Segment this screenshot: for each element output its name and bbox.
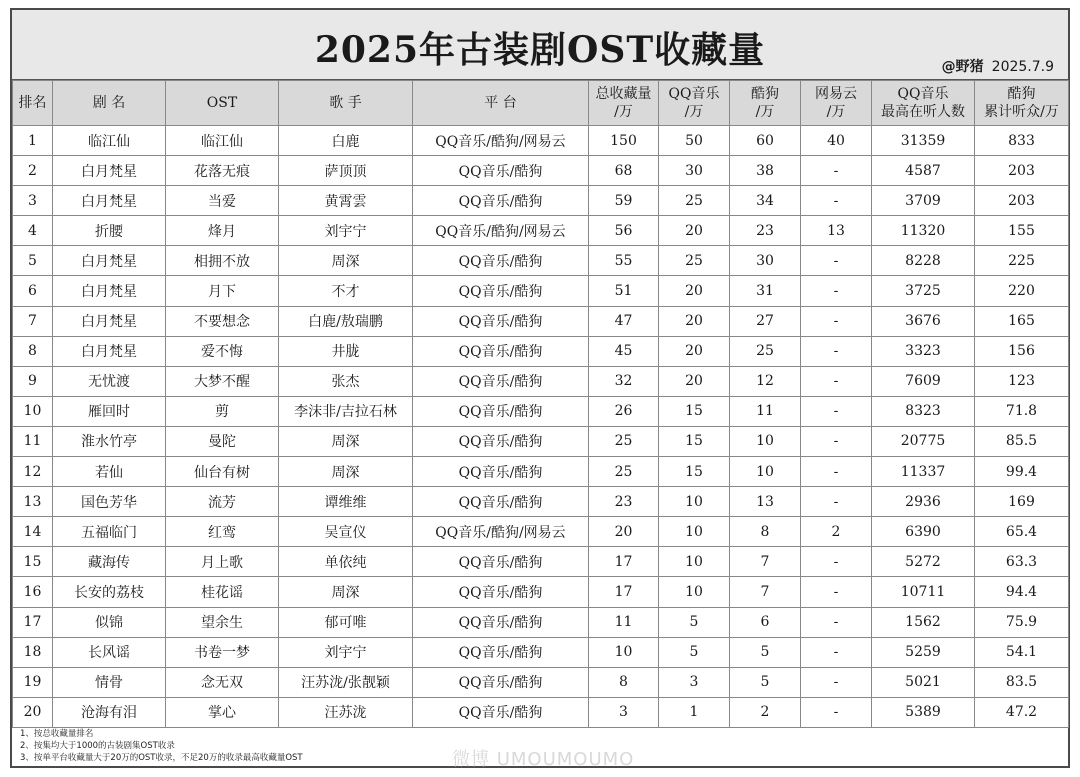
table-cell: 5021 — [872, 667, 975, 697]
table-cell: 8 — [13, 336, 53, 366]
column-header-sublabel: /万 — [826, 104, 846, 120]
title-bar — [12, 10, 1068, 80]
table-cell: 烽月 — [166, 216, 279, 246]
table-cell: 10 — [13, 396, 53, 426]
table-cell: 14 — [13, 517, 53, 547]
table-cell: 10 — [659, 517, 730, 547]
column-header — [53, 81, 166, 126]
column-header-label: OST — [206, 95, 238, 111]
table-cell: 23 — [730, 216, 801, 246]
table-cell: 156 — [975, 336, 1069, 366]
table-cell: 长风谣 — [53, 637, 166, 667]
table-cell: QQ音乐/酷狗 — [413, 547, 589, 577]
table-cell: 30 — [659, 156, 730, 186]
table-cell: 12 — [730, 366, 801, 396]
table-cell: 68 — [589, 156, 659, 186]
table-cell: 75.9 — [975, 607, 1069, 637]
table-cell: QQ音乐/酷狗/网易云 — [413, 216, 589, 246]
table-cell: 47 — [589, 306, 659, 336]
table-row — [13, 276, 1069, 306]
author-name: @野猪 — [941, 59, 984, 75]
table-cell: 临江仙 — [166, 126, 279, 156]
table-cell: 5389 — [872, 697, 975, 727]
table-cell: 203 — [975, 156, 1069, 186]
table-cell: 不才 — [279, 276, 413, 306]
table-cell: 10 — [730, 457, 801, 487]
footnote: 3、按单平台收藏量大于20万的OST收录，不足20万的收录最高收藏量OST — [20, 753, 303, 763]
table-cell: 当爱 — [166, 186, 279, 216]
table-cell: 8323 — [872, 396, 975, 426]
column-header — [279, 81, 413, 126]
table-cell: 折腰 — [53, 216, 166, 246]
table-row — [13, 216, 1069, 246]
table-cell: - — [801, 366, 872, 396]
table-cell: 169 — [975, 487, 1069, 517]
table-cell: 38 — [730, 156, 801, 186]
table-cell: 谭维维 — [279, 487, 413, 517]
column-header-label: 剧 名 — [92, 95, 126, 111]
table-cell: QQ音乐/酷狗 — [413, 306, 589, 336]
table-cell: - — [801, 186, 872, 216]
table-cell: 10 — [659, 577, 730, 607]
table-cell: 15 — [659, 457, 730, 487]
table-cell: 20 — [659, 336, 730, 366]
table-cell: 6 — [13, 276, 53, 306]
table-cell: QQ音乐/酷狗 — [413, 607, 589, 637]
table-row — [13, 547, 1069, 577]
table-cell: 7609 — [872, 366, 975, 396]
table-cell: 13 — [730, 487, 801, 517]
table-cell: 20 — [659, 366, 730, 396]
table-cell: 相拥不放 — [166, 246, 279, 276]
table-cell: 3 — [659, 667, 730, 697]
table-cell: 单依纯 — [279, 547, 413, 577]
table-cell: 白月梵星 — [53, 186, 166, 216]
table-cell: 1 — [659, 697, 730, 727]
table-cell: 19 — [13, 667, 53, 697]
table-cell: 65.4 — [975, 517, 1069, 547]
table-cell: 2 — [730, 697, 801, 727]
table-cell: 白月梵星 — [53, 156, 166, 186]
table-cell: 10 — [659, 547, 730, 577]
table-row — [13, 426, 1069, 456]
table-cell: 20 — [13, 697, 53, 727]
table-cell: 99.4 — [975, 457, 1069, 487]
table-cell: 4587 — [872, 156, 975, 186]
table-cell: 220 — [975, 276, 1069, 306]
table-cell: 27 — [730, 306, 801, 336]
table-cell: 47.2 — [975, 697, 1069, 727]
table-cell: 白月梵星 — [53, 306, 166, 336]
table-cell: 13 — [13, 487, 53, 517]
table-cell: 6 — [730, 607, 801, 637]
table-cell: 20 — [589, 517, 659, 547]
table-cell: 无忧渡 — [53, 366, 166, 396]
table-row — [13, 126, 1069, 156]
table-cell: 8 — [589, 667, 659, 697]
table-cell: 20 — [659, 216, 730, 246]
column-header — [413, 81, 589, 126]
table-cell: 雁回时 — [53, 396, 166, 426]
table-cell: - — [801, 577, 872, 607]
table-row — [13, 306, 1069, 336]
table-cell: 2936 — [872, 487, 975, 517]
column-header — [13, 81, 53, 126]
table-cell: 11 — [13, 426, 53, 456]
table-row — [13, 697, 1069, 727]
table-cell: 5272 — [872, 547, 975, 577]
table-cell: 白月梵星 — [53, 276, 166, 306]
table-cell: 3676 — [872, 306, 975, 336]
table-cell: 长安的荔枝 — [53, 577, 166, 607]
table-cell: 25 — [730, 336, 801, 366]
table-cell: 55 — [589, 246, 659, 276]
column-header — [872, 81, 975, 126]
column-header-label: 平 台 — [484, 95, 517, 111]
column-header — [975, 81, 1069, 126]
column-header-sublabel: /万 — [755, 104, 775, 120]
column-header-sublabel: 累计听众/万 — [984, 104, 1059, 120]
table-cell: 17 — [589, 547, 659, 577]
column-header — [659, 81, 730, 126]
table-cell: 203 — [975, 186, 1069, 216]
table-row — [13, 396, 1069, 426]
table-cell: QQ音乐/酷狗 — [413, 637, 589, 667]
table-cell: 11320 — [872, 216, 975, 246]
table-cell: 9 — [13, 366, 53, 396]
table-cell: 流芳 — [166, 487, 279, 517]
table-cell: 150 — [589, 126, 659, 156]
table-row — [13, 336, 1069, 366]
table-cell: QQ音乐/酷狗/网易云 — [413, 517, 589, 547]
table-row — [13, 577, 1069, 607]
table-cell: 56 — [589, 216, 659, 246]
column-header-sublabel: 最高在听人数 — [881, 104, 965, 120]
table-row — [13, 637, 1069, 667]
column-header-label: 网易云 — [815, 86, 857, 102]
table-cell: 花落无痕 — [166, 156, 279, 186]
table-cell: 25 — [589, 457, 659, 487]
table-cell: 17 — [589, 577, 659, 607]
table-cell: QQ音乐/酷狗 — [413, 276, 589, 306]
table-cell: 3725 — [872, 276, 975, 306]
table-cell: 155 — [975, 216, 1069, 246]
table-cell: 25 — [659, 246, 730, 276]
table-cell: 2 — [13, 156, 53, 186]
table-cell: 10711 — [872, 577, 975, 607]
table-cell: 3 — [13, 186, 53, 216]
table-row — [13, 457, 1069, 487]
table-row — [13, 487, 1069, 517]
table-cell: QQ音乐/酷狗 — [413, 577, 589, 607]
table-cell: 若仙 — [53, 457, 166, 487]
table-cell: QQ音乐/酷狗 — [413, 246, 589, 276]
table-cell: 32 — [589, 366, 659, 396]
table-cell: 1562 — [872, 607, 975, 637]
table-cell: 31 — [730, 276, 801, 306]
table-cell: 13 — [801, 216, 872, 246]
table-cell: - — [801, 667, 872, 697]
table-cell: 桂花谣 — [166, 577, 279, 607]
table-cell: 沧海有泪 — [53, 697, 166, 727]
table-cell: QQ音乐/酷狗 — [413, 487, 589, 517]
table-cell: - — [801, 457, 872, 487]
table-cell: 11 — [589, 607, 659, 637]
table-cell: 20 — [659, 306, 730, 336]
date-label: 2025.7.9 — [991, 59, 1054, 75]
table-cell: 5 — [659, 637, 730, 667]
column-header — [166, 81, 279, 126]
table-cell: 周深 — [279, 457, 413, 487]
table-cell: QQ音乐/酷狗 — [413, 336, 589, 366]
table-cell: 3 — [589, 697, 659, 727]
table-cell: 国色芳华 — [53, 487, 166, 517]
table-cell: 书卷一梦 — [166, 637, 279, 667]
column-header-label: 酷狗 — [751, 86, 779, 102]
table-cell: QQ音乐/酷狗 — [413, 667, 589, 697]
table-cell: - — [801, 156, 872, 186]
table-cell: 月下 — [166, 276, 279, 306]
table-cell: 8228 — [872, 246, 975, 276]
table-cell: 萨顶顶 — [279, 156, 413, 186]
column-header-label: QQ音乐 — [668, 86, 720, 102]
table-cell: 郁可唯 — [279, 607, 413, 637]
author-signature — [942, 56, 1054, 76]
column-header-sublabel: /万 — [614, 104, 633, 120]
table-cell: 50 — [659, 126, 730, 156]
table-cell: 16 — [13, 577, 53, 607]
table-cell: - — [801, 336, 872, 366]
table-cell: QQ音乐/酷狗 — [413, 366, 589, 396]
footnotes — [20, 728, 303, 764]
table-cell: 仙台有树 — [166, 457, 279, 487]
table-cell: 31359 — [872, 126, 975, 156]
table-cell: 3323 — [872, 336, 975, 366]
table-cell: QQ音乐/酷狗 — [413, 426, 589, 456]
table-cell: 83.5 — [975, 667, 1069, 697]
table-cell: 7 — [13, 306, 53, 336]
table-cell: 曼陀 — [166, 426, 279, 456]
table-cell: - — [801, 697, 872, 727]
table-cell: 165 — [975, 306, 1069, 336]
table-cell: 26 — [589, 396, 659, 426]
table-cell: 123 — [975, 366, 1069, 396]
table-cell: 藏海传 — [53, 547, 166, 577]
footnote: 2、按集均大于1000的古装剧集OST收录 — [20, 741, 175, 751]
table-cell: 5 — [730, 667, 801, 697]
table-cell: 25 — [659, 186, 730, 216]
table-cell: 10 — [730, 426, 801, 456]
table-cell: 汪苏泷 — [279, 697, 413, 727]
table-cell: 周深 — [279, 246, 413, 276]
table-cell: 月上歌 — [166, 547, 279, 577]
table-cell: 白鹿 — [279, 126, 413, 156]
table-cell: 5 — [659, 607, 730, 637]
table-cell: 刘宇宁 — [279, 216, 413, 246]
table-cell: - — [801, 487, 872, 517]
table-cell: 225 — [975, 246, 1069, 276]
table-cell: 45 — [589, 336, 659, 366]
table-cell: 4 — [13, 216, 53, 246]
table-cell: 望余生 — [166, 607, 279, 637]
table-cell: - — [801, 426, 872, 456]
table-cell: 似锦 — [53, 607, 166, 637]
ost-ranking-table — [12, 80, 1069, 728]
table-cell: 20 — [659, 276, 730, 306]
table-cell: 15 — [13, 547, 53, 577]
table-cell: 11 — [730, 396, 801, 426]
table-cell: 5 — [730, 637, 801, 667]
table-cell: 吴宣仪 — [279, 517, 413, 547]
table-cell: - — [801, 637, 872, 667]
table-cell: 20775 — [872, 426, 975, 456]
table-cell: 23 — [589, 487, 659, 517]
table-cell: 94.4 — [975, 577, 1069, 607]
table-cell: QQ音乐/酷狗 — [413, 186, 589, 216]
table-cell: 刘宇宁 — [279, 637, 413, 667]
table-cell: 10 — [659, 487, 730, 517]
table-cell: 60 — [730, 126, 801, 156]
column-header-sublabel: /万 — [684, 104, 704, 120]
table-cell: 833 — [975, 126, 1069, 156]
table-cell: 54.1 — [975, 637, 1069, 667]
column-header-label: 排名 — [18, 95, 47, 111]
table-cell: 25 — [589, 426, 659, 456]
table-cell: 剪 — [166, 396, 279, 426]
table-row — [13, 246, 1069, 276]
table-cell: 淮水竹亭 — [53, 426, 166, 456]
table-cell: 7 — [730, 547, 801, 577]
table-row — [13, 517, 1069, 547]
table-cell: 黄霄雲 — [279, 186, 413, 216]
column-header — [589, 81, 659, 126]
table-body — [13, 126, 1069, 728]
table-cell: - — [801, 547, 872, 577]
page-title: 2025年古装剧OST收藏量 — [314, 29, 766, 71]
column-header — [730, 81, 801, 126]
table-cell: QQ音乐/酷狗 — [413, 457, 589, 487]
table-cell: - — [801, 306, 872, 336]
table-header-row — [13, 81, 1069, 126]
table-cell: 爱不悔 — [166, 336, 279, 366]
table-cell: 白月梵星 — [53, 246, 166, 276]
table-cell: 7 — [730, 577, 801, 607]
table-cell: - — [801, 607, 872, 637]
column-header-label: 歌 手 — [329, 95, 362, 111]
table-cell: 8 — [730, 517, 801, 547]
table-cell: 临江仙 — [53, 126, 166, 156]
footnote: 1、按总收藏量排名 — [20, 729, 94, 739]
table-cell: 17 — [13, 607, 53, 637]
table-row — [13, 607, 1069, 637]
column-header-label: 酷狗 — [1007, 86, 1036, 102]
table-cell: 85.5 — [975, 426, 1069, 456]
table-cell: 李沫非/吉拉石林 — [279, 396, 413, 426]
column-header-label: 总收藏量 — [595, 86, 652, 102]
table-cell: - — [801, 246, 872, 276]
table-cell: QQ音乐/酷狗 — [413, 156, 589, 186]
table-row — [13, 186, 1069, 216]
table-cell: 不要想念 — [166, 306, 279, 336]
table-cell: 18 — [13, 637, 53, 667]
table-cell: 5259 — [872, 637, 975, 667]
table-cell: 情骨 — [53, 667, 166, 697]
table-cell: 五福临门 — [53, 517, 166, 547]
table-cell: 白鹿/敖瑞鹏 — [279, 306, 413, 336]
table-cell: 井胧 — [279, 336, 413, 366]
table-cell: 红鸾 — [166, 517, 279, 547]
table-cell: 白月梵星 — [53, 336, 166, 366]
table-cell: 5 — [13, 246, 53, 276]
table-cell: 周深 — [279, 426, 413, 456]
table-cell: 2 — [801, 517, 872, 547]
table-cell: 12 — [13, 457, 53, 487]
table-cell: 汪苏泷/张靓颖 — [279, 667, 413, 697]
table-cell: 30 — [730, 246, 801, 276]
table-cell: - — [801, 396, 872, 426]
ranking-sheet — [10, 8, 1070, 768]
table-row — [13, 156, 1069, 186]
table-cell: 张杰 — [279, 366, 413, 396]
table-cell: 念无双 — [166, 667, 279, 697]
table-cell: 1 — [13, 126, 53, 156]
column-header-label: QQ音乐 — [897, 86, 949, 102]
table-cell: 40 — [801, 126, 872, 156]
table-cell: 周深 — [279, 577, 413, 607]
watermark: 微博 UMOUMOUMO — [452, 749, 635, 770]
table-cell: 3709 — [872, 186, 975, 216]
table-row — [13, 366, 1069, 396]
table-cell: 掌心 — [166, 697, 279, 727]
table-cell: 15 — [659, 426, 730, 456]
table-cell: 34 — [730, 186, 801, 216]
table-cell: QQ音乐/酷狗 — [413, 396, 589, 426]
table-cell: 大梦不醒 — [166, 366, 279, 396]
table-cell: 71.8 — [975, 396, 1069, 426]
table-cell: QQ音乐/酷狗 — [413, 697, 589, 727]
table-cell: 6390 — [872, 517, 975, 547]
table-cell: 63.3 — [975, 547, 1069, 577]
table-cell: 51 — [589, 276, 659, 306]
table-cell: QQ音乐/酷狗/网易云 — [413, 126, 589, 156]
table-cell: 15 — [659, 396, 730, 426]
table-cell: 11337 — [872, 457, 975, 487]
column-header — [801, 81, 872, 126]
table-cell: - — [801, 276, 872, 306]
table-cell: 59 — [589, 186, 659, 216]
table-row — [13, 667, 1069, 697]
table-cell: 10 — [589, 637, 659, 667]
